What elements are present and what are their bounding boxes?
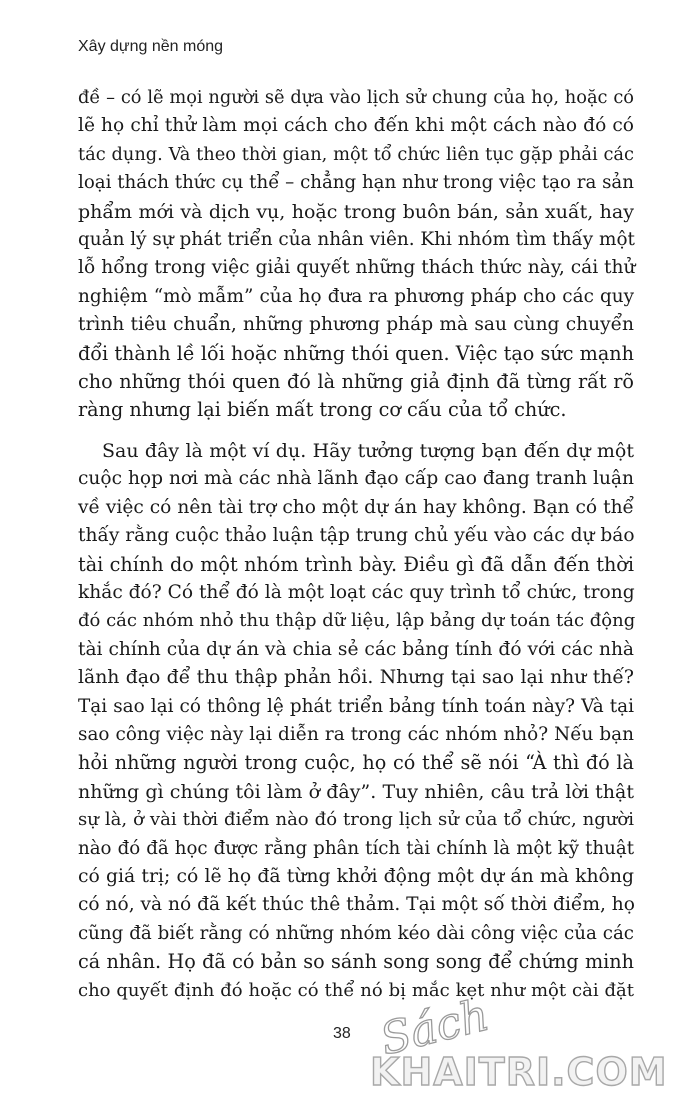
text-line: nào đó đã học được rằng phân tích tài chính là một kỹ thuật	[78, 837, 634, 859]
text-line: tài chính do một nhóm trình bày. Điều gì đã dẫn đến thời	[78, 552, 634, 576]
text-line: tác dụng. Và theo thời gian, một tổ chức liên tục gặp phải các	[78, 143, 634, 165]
text-line: Sau đây là một ví dụ. Hãy tưởng tượng bạn đến dự một	[102, 439, 634, 462]
running-head-title: Xây dựng nền móng	[78, 38, 224, 55]
text-line: lẽ họ chỉ thử làm mọi cách cho đến khi một cách nào đó có	[78, 115, 634, 137]
text-line: đề – có lẽ mọi người sẽ dựa vào lịch sử chung của họ, hoặc có	[78, 87, 634, 108]
text-line: nghiệm “mò mẫm” của họ đưa ra phương pháp cho các quy	[78, 285, 634, 307]
watermark-script-text: Sách	[375, 989, 494, 1066]
text-line: cá nhân. Họ đã có bản so sánh song song để chứng minh	[78, 950, 634, 974]
text-line: Tại sao lại có thông lệ phát triển bảng tính toán này? Và tại	[78, 695, 634, 717]
text-line: cuộc họp nơi mà các nhà lãnh đạo cấp cao đang tranh luận	[78, 468, 634, 490]
text-line: cũng đã biết rằng có những nhóm kéo dài công việc của các	[78, 922, 634, 944]
text-line: khắc đó? Có thể đó là một loạt các quy trình tổ chức, trong	[78, 581, 635, 603]
paragraph-1	[78, 84, 634, 425]
text-line: sao công việc này lại diễn ra trong các nhóm nhỏ? Nếu bạn	[78, 723, 634, 745]
text-line: thấy rằng cuộc thảo luận tập trung chủ yếu vào các dự báo	[78, 525, 635, 547]
text-line: có nó, và nó đã kết thúc thê thảm. Tại một số thời điểm, họ	[78, 894, 635, 916]
text-line: quản lý sự phát triển của nhân viên. Khi nhóm tìm thấy một	[78, 229, 635, 251]
text-line: tài chính của dự án và chia sẻ các bảng tính đó với các nhà	[78, 638, 634, 660]
text-line: đổi thành lề lối hoặc những thói quen. Việc tạo sức mạnh	[78, 341, 634, 365]
page-number: 38	[333, 1025, 351, 1042]
text-line: trình tiêu chuẩn, những phương pháp mà sau cùng chuyển	[78, 314, 634, 336]
text-line: cho những thói quen đó là những giả định đã từng rất rõ	[78, 370, 634, 394]
text-line: cho quyết định đó hoặc có thể nó bị mắc kẹt như một cài đặt	[78, 979, 634, 1001]
text-line: loại thách thức cụ thể – chẳng hạn như trong việc tạo ra sản	[78, 172, 634, 194]
text-line: có giá trị; có lẽ họ đã từng khởi động một dự án mà không	[78, 865, 634, 887]
body-text	[78, 84, 634, 1005]
watermark-brand-text: KHAITRI.COM	[370, 1050, 668, 1094]
text-line: sự là, ở vài thời điểm nào đó trong lịch sử của tổ chức, người	[78, 809, 634, 831]
text-line: hỏi những người trong cuộc, họ có thể sẽ nói “À thì đó là	[78, 751, 634, 775]
text-line: lãnh đạo để thu thập phản hồi. Nhưng tại sao lại như thế?	[78, 667, 634, 689]
text-line: về việc có nên tài trợ cho một dự án hay không. Bạn có thể	[78, 496, 634, 518]
text-line: ràng nhưng lại biến mất trong cơ cấu của tổ chức.	[78, 398, 567, 422]
text-line: phẩm mới và dịch vụ, hoặc trong buôn bán, sản xuất, hay	[78, 200, 634, 223]
text-line: đó các nhóm nhỏ thu thập dữ liệu, lập bảng dự toán tác động	[78, 610, 636, 632]
text-line: lỗ hổng trong việc giải quyết những thách thức này, cái thử	[78, 257, 636, 279]
text-line: những gì chúng tôi làm ở đây”. Tuy nhiên, câu trả lời thật	[78, 780, 634, 803]
watermark-logo	[370, 989, 690, 1110]
paragraph-2	[78, 437, 634, 1005]
